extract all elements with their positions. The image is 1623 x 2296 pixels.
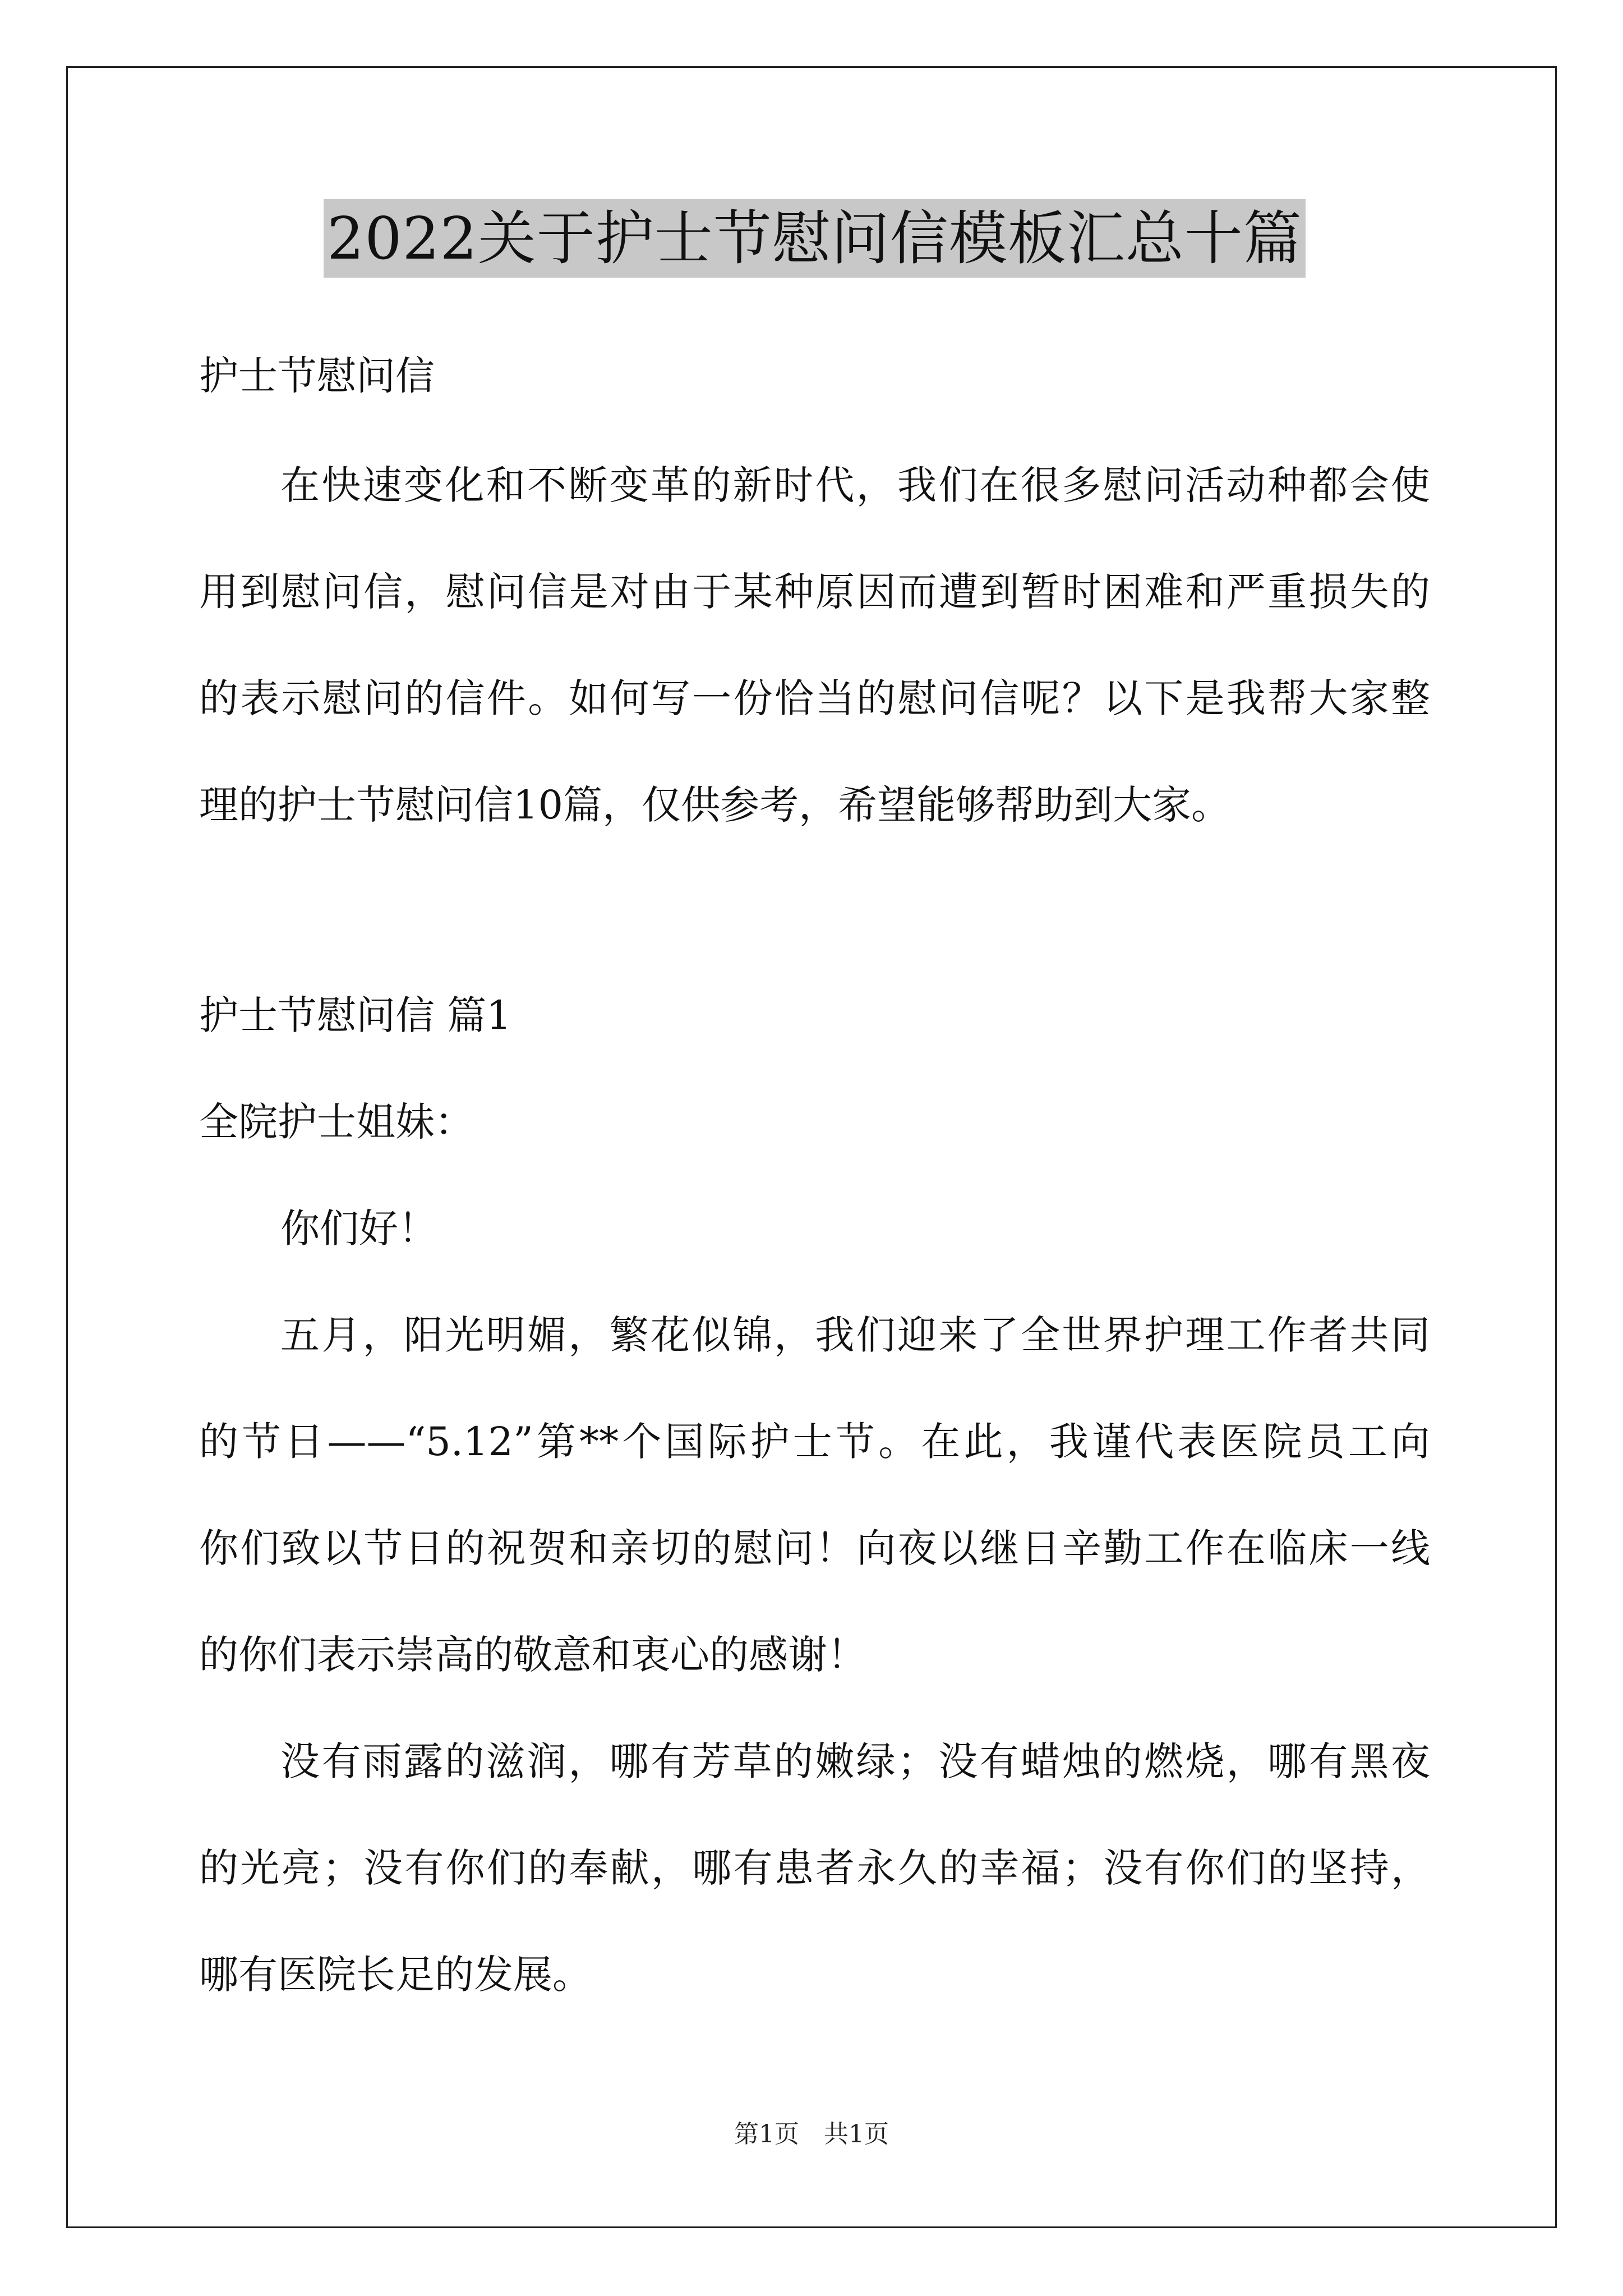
paragraph-line: 哪有医院长足的发展。 (199, 1952, 592, 1998)
salutation: 全院护士姐妹： (199, 1099, 474, 1145)
section-heading: 护士节慰问信 篇1 (199, 992, 511, 1038)
intro-heading: 护士节慰问信 (199, 353, 435, 399)
intro-line: 在快速变化和不断变革的新时代，我们在很多慰问活动种都会使 (280, 462, 1430, 508)
intro-line: 理的护士节慰问信10篇，仅供参考，希望能够帮助到大家。 (199, 782, 1231, 828)
paragraph-line: 你们致以节日的祝贺和亲切的慰问！向夜以继日辛勤工作在临床一线 (199, 1525, 1430, 1571)
page-footer: 第1页 共1页 (734, 2120, 889, 2148)
paragraph-line: 的你们表示崇高的敬意和衷心的感谢！ (199, 1632, 866, 1678)
greeting: 你们好！ (280, 1205, 437, 1251)
paragraph-line: 的节日——“5.12”第**个国际护士节。在此，我谨代表医院员工向 (199, 1419, 1430, 1465)
paragraph-line: 五月，阳光明媚，繁花似锦，我们迎来了全世界护理工作者共同 (280, 1312, 1430, 1358)
intro-line: 的表示慰问的信件。如何写一份恰当的慰问信呢？以下是我帮大家整 (199, 675, 1430, 721)
paragraph-line: 的光亮；没有你们的奉献，哪有患者永久的幸福；没有你们的坚持， (199, 1845, 1430, 1891)
title-wrap (199, 199, 1430, 278)
intro-line: 用到慰问信，慰问信是对由于某种原因而遭到暂时困难和严重损失的 (199, 569, 1430, 615)
document-title: 2022关于护士节慰问信模板汇总十篇 (324, 199, 1306, 278)
paragraph-line: 没有雨露的滋润，哪有芳草的嫩绿；没有蜡烛的燃烧，哪有黑夜 (280, 1738, 1430, 1784)
